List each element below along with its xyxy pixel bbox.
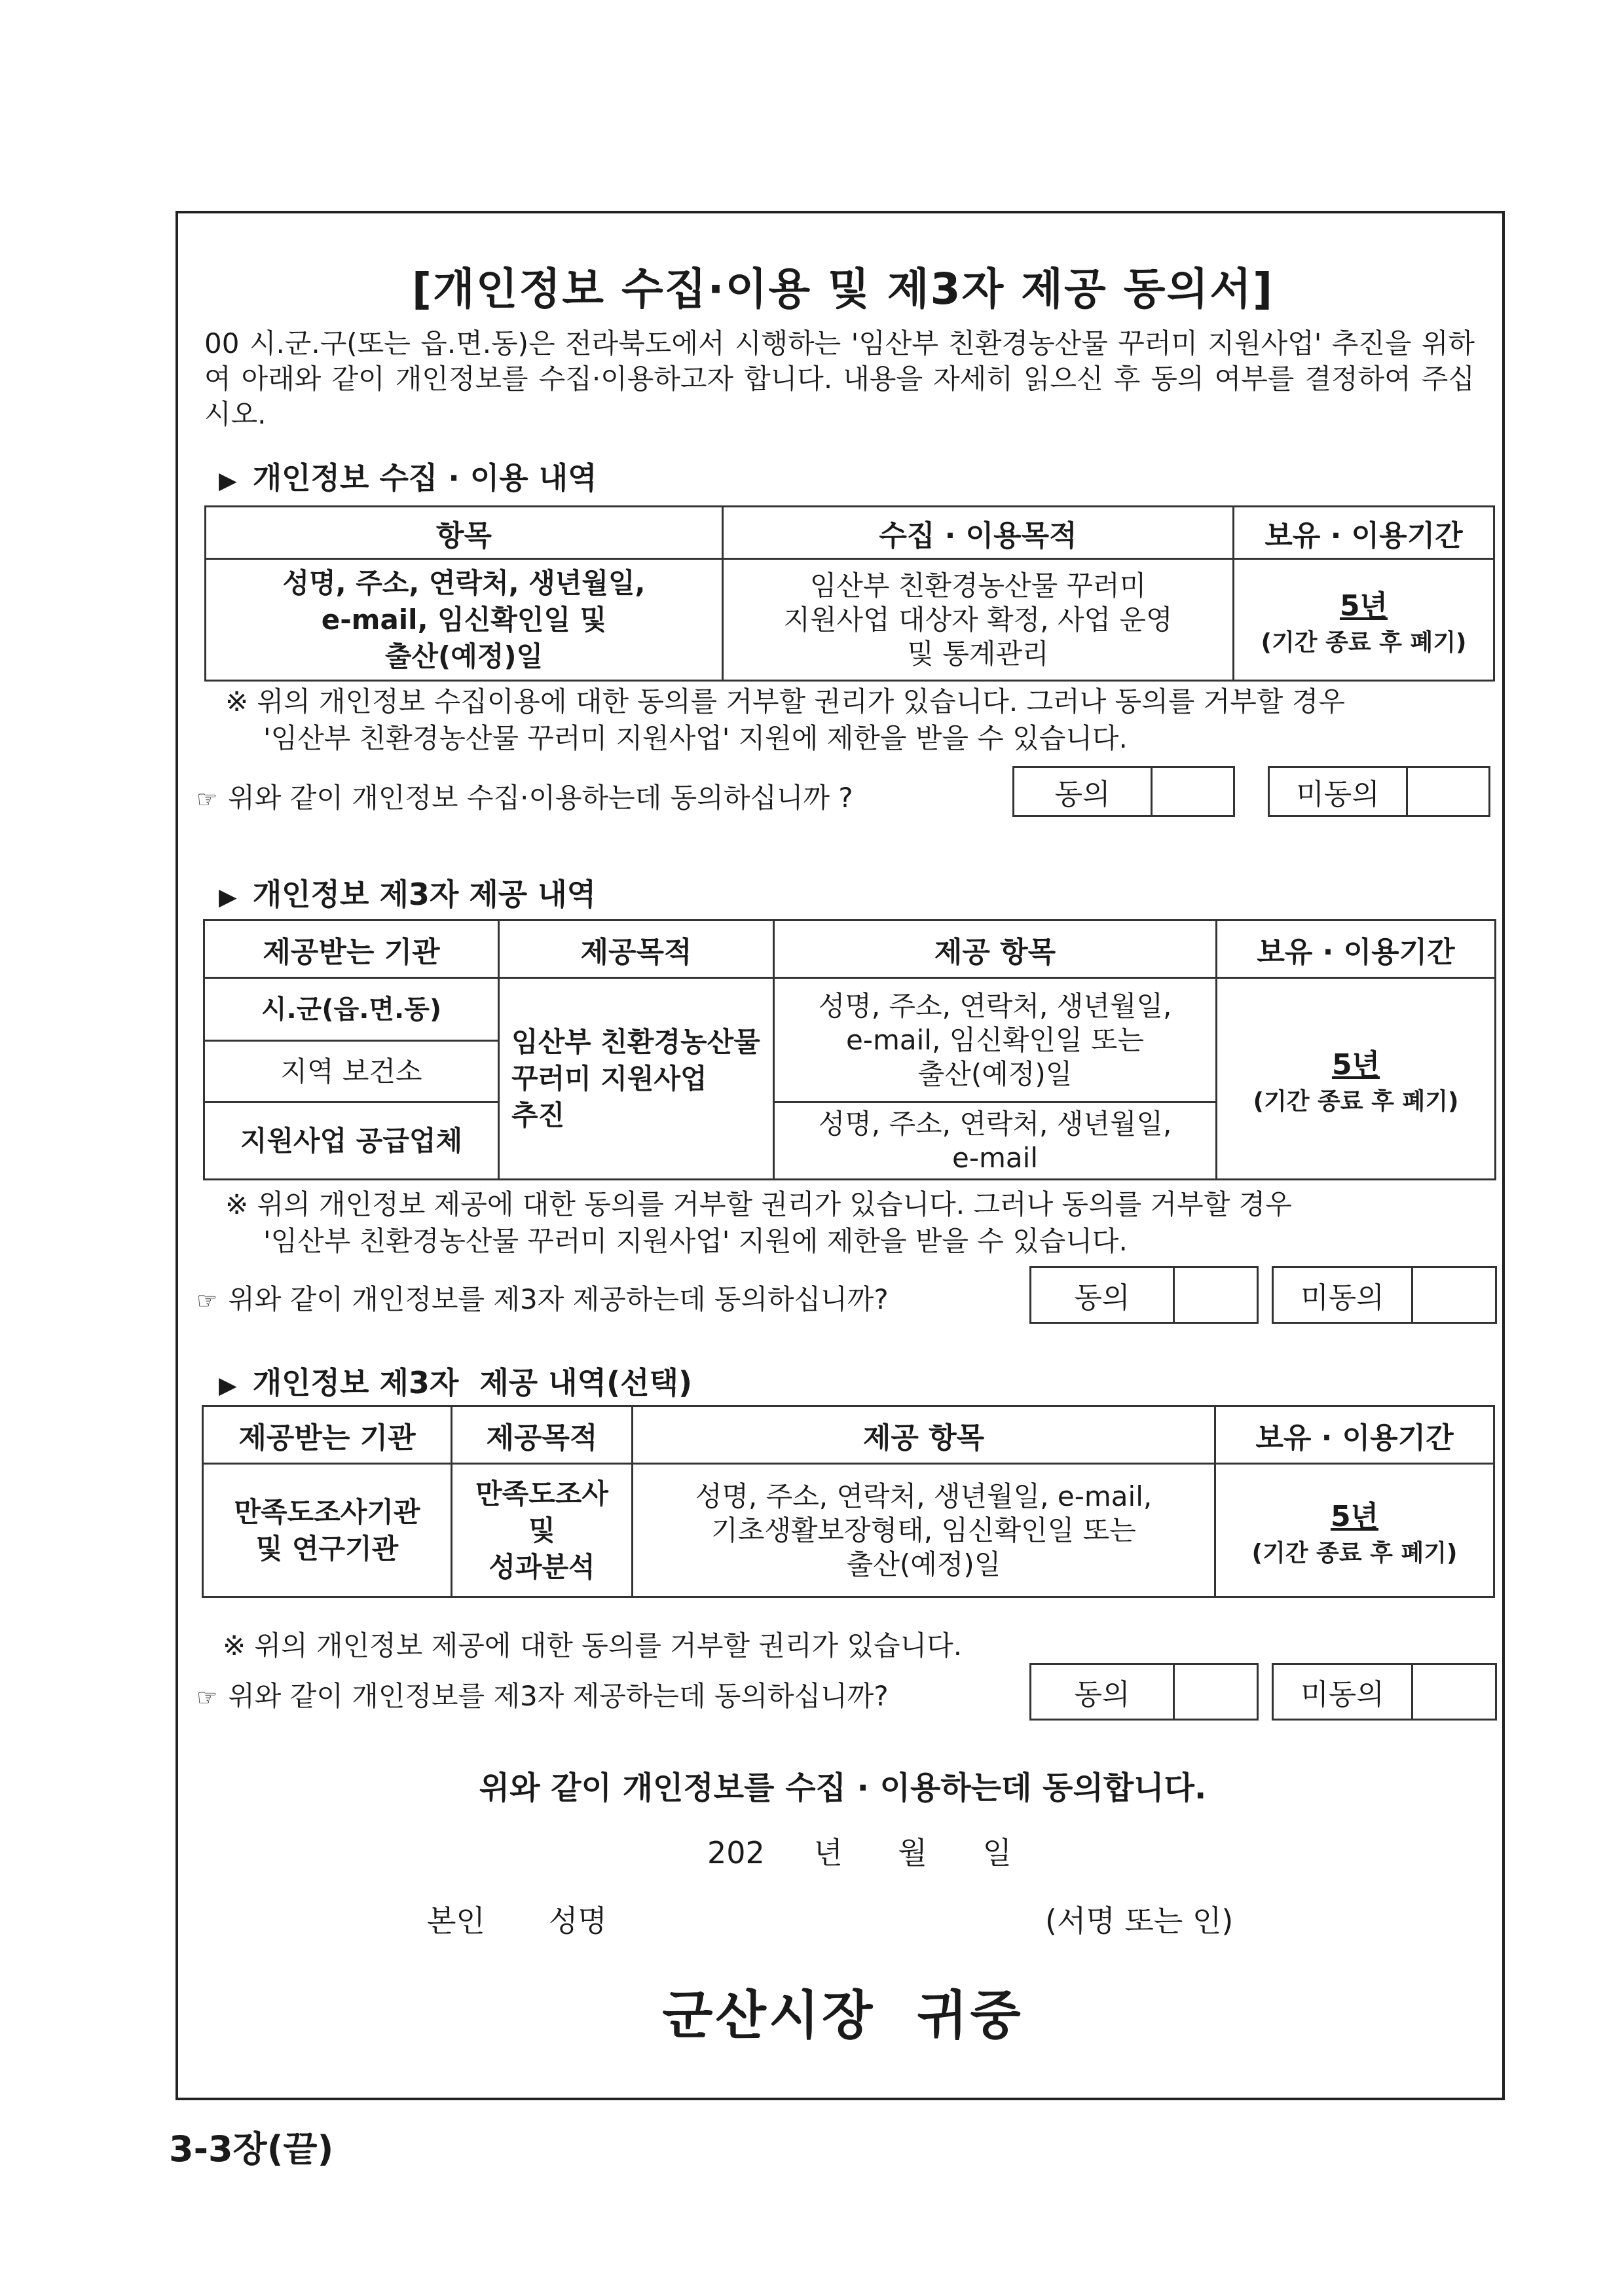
section1-notice: ※ 위의 개인정보 수집이용에 대한 동의를 거부할 권리가 있습니다. 그러나 동의를 거부할 경우 '임산부 친환경농산물 꾸러미 지원사업' 지원에 제한을 받을 수 있습니다. <box>225 685 1345 754</box>
pointing-hand-icon: ☞ <box>196 1288 218 1315</box>
addressee: 군산시장 귀중 <box>662 1985 1024 2046</box>
table-header-row <box>203 1406 1494 1464</box>
header-period: 보유 · 이용기간 <box>1217 920 1496 978</box>
section1-disagree-box[interactable] <box>1268 766 1490 817</box>
recipient-city: 시.군(읍.면.동) <box>204 978 499 1041</box>
section3-question: ☞ 위와 같이 개인정보를 제3자 제공하는데 동의하십니까? <box>196 1680 889 1712</box>
section3-disagree-box[interactable] <box>1272 1663 1497 1721</box>
pointing-hand-icon: ☞ <box>196 786 218 813</box>
table-header-row <box>204 920 1496 978</box>
section1-agree-box[interactable] <box>1012 766 1235 817</box>
header-items: 제공 항목 <box>633 1406 1215 1464</box>
recipient-health-center: 지역 보건소 <box>204 1041 499 1102</box>
agree-label: 동의 <box>1031 1665 1175 1719</box>
triangle-right-icon: ▶ <box>219 1372 237 1399</box>
intro-paragraph: 00 시.군.구(또는 읍.면.동)은 전라북도에서 시행하는 '임산부 친환경농산물 꾸러미 지원사업' 추진을 위하여 아래와 같이 개인정보를 수집·이용하고자 합니다. 내용을 자세히 읽으신 후 동의 여부를 결정하여 주십시오. <box>204 327 1475 430</box>
disagree-checkbox[interactable] <box>1408 768 1488 815</box>
retention-period: 5년 (기간 종료 후 폐기) <box>1217 978 1496 1180</box>
recipient-supplier: 지원사업 공급업체 <box>204 1102 499 1180</box>
section2-agree-box[interactable] <box>1029 1266 1259 1324</box>
date-year-unit: 년 <box>813 1835 843 1870</box>
section1-heading-text: 개인정보 수집 · 이용 내역 <box>252 460 597 496</box>
agree-checkbox[interactable] <box>1175 1665 1257 1719</box>
disagree-label: 미동의 <box>1274 1268 1413 1322</box>
header-items: 제공 항목 <box>774 920 1217 978</box>
signature-note: (서명 또는 인) <box>1045 1903 1234 1939</box>
table-row <box>204 978 1496 1041</box>
section1-heading <box>219 454 597 498</box>
pointing-hand-icon: ☞ <box>196 1685 218 1711</box>
section1-question: ☞ 위와 같이 개인정보 수집·이용하는데 동의하십니까 ? <box>196 782 853 814</box>
page-footer: 3-3장(끝) <box>169 2128 334 2170</box>
section3-notice: ※ 위의 개인정보 제공에 대한 동의를 거부할 권리가 있습니다. <box>223 1630 963 1662</box>
form-title: [개인정보 수집·이용 및 제3자 제공 동의서] <box>411 264 1274 314</box>
final-statement: 위와 같이 개인정보를 수집 · 이용하는데 동의합니다. <box>479 1770 1207 1806</box>
date-month-unit: 월 <box>898 1835 927 1870</box>
triangle-right-icon: ▶ <box>219 884 237 911</box>
table-row <box>206 559 1494 681</box>
provision-purpose: 만족도조사 및 성과분석 <box>452 1464 633 1597</box>
date-year: 202 <box>707 1835 765 1870</box>
section2-question: ☞ 위와 같이 개인정보를 제3자 제공하는데 동의하십니까? <box>196 1283 889 1315</box>
header-purpose: 제공목적 <box>452 1406 633 1464</box>
header-purpose: 제공목적 <box>499 920 774 978</box>
header-items: 항목 <box>206 507 723 559</box>
section3-table <box>202 1405 1495 1598</box>
signature-name-label[interactable]: 성명 <box>549 1903 607 1939</box>
table-row <box>203 1464 1494 1597</box>
section2-heading <box>219 871 596 914</box>
signature-self: 본인 <box>427 1903 485 1939</box>
provided-items: 성명, 주소, 연락처, 생년월일, e-mail, 기초생활보장형태, 임신확인일 또는 출산(예정)일 <box>633 1464 1215 1597</box>
recipient-survey-org: 만족도조사기관 및 연구기관 <box>203 1464 452 1597</box>
table-header-row <box>206 507 1494 559</box>
agree-checkbox[interactable] <box>1153 768 1233 815</box>
disagree-checkbox[interactable] <box>1413 1268 1495 1322</box>
collection-purpose: 임산부 친환경농산물 꾸러미 지원사업 대상자 확정, 사업 운영 및 통계관리 <box>723 559 1234 681</box>
section2-disagree-box[interactable] <box>1272 1266 1497 1324</box>
agree-checkbox[interactable] <box>1175 1268 1257 1322</box>
section3-agree-box[interactable] <box>1029 1663 1259 1721</box>
section3-heading <box>219 1359 692 1402</box>
section2-heading-text: 개인정보 제3자 제공 내역 <box>252 877 597 912</box>
collected-items: 성명, 주소, 연락처, 생년월일, e-mail, 임신확인일 및 출산(예정)일 <box>206 559 723 681</box>
header-period: 보유 · 이용기간 <box>1215 1406 1494 1464</box>
header-purpose: 수집 · 이용목적 <box>723 507 1234 559</box>
agree-label: 동의 <box>1014 768 1153 815</box>
date-line <box>707 1829 1012 1872</box>
disagree-checkbox[interactable] <box>1413 1665 1495 1719</box>
section1-table <box>204 505 1495 682</box>
triangle-right-icon: ▶ <box>219 467 237 494</box>
disagree-label: 미동의 <box>1270 768 1408 815</box>
retention-period: 5년 (기간 종료 후 폐기) <box>1234 559 1494 681</box>
header-recipient: 제공받는 기관 <box>204 920 499 978</box>
retention-period: 5년 (기간 종료 후 폐기) <box>1215 1464 1494 1597</box>
section2-notice: ※ 위의 개인정보 제공에 대한 동의를 거부할 권리가 있습니다. 그러나 동의를 거부할 경우 '임산부 친환경농산물 꾸러미 지원사업' 지원에 제한을 받을 수 있습니다. <box>225 1188 1292 1257</box>
provision-purpose: 임산부 친환경농산물 꾸러미 지원사업 추진 <box>499 978 774 1180</box>
provided-items-2: 성명, 주소, 연락처, 생년월일, e-mail <box>774 1102 1217 1180</box>
header-period: 보유 · 이용기간 <box>1234 507 1494 559</box>
agree-label: 동의 <box>1031 1268 1175 1322</box>
section2-table <box>203 919 1496 1180</box>
section3-heading-text: 개인정보 제3자 제공 내역(선택) <box>252 1365 693 1400</box>
consent-form-frame <box>175 211 1505 2100</box>
header-recipient: 제공받는 기관 <box>203 1406 452 1464</box>
provided-items-1: 성명, 주소, 연락처, 생년월일, e-mail, 임신확인일 또는 출산(예정)일 <box>774 978 1217 1102</box>
disagree-label: 미동의 <box>1274 1665 1413 1719</box>
date-day-unit: 일 <box>982 1835 1012 1870</box>
